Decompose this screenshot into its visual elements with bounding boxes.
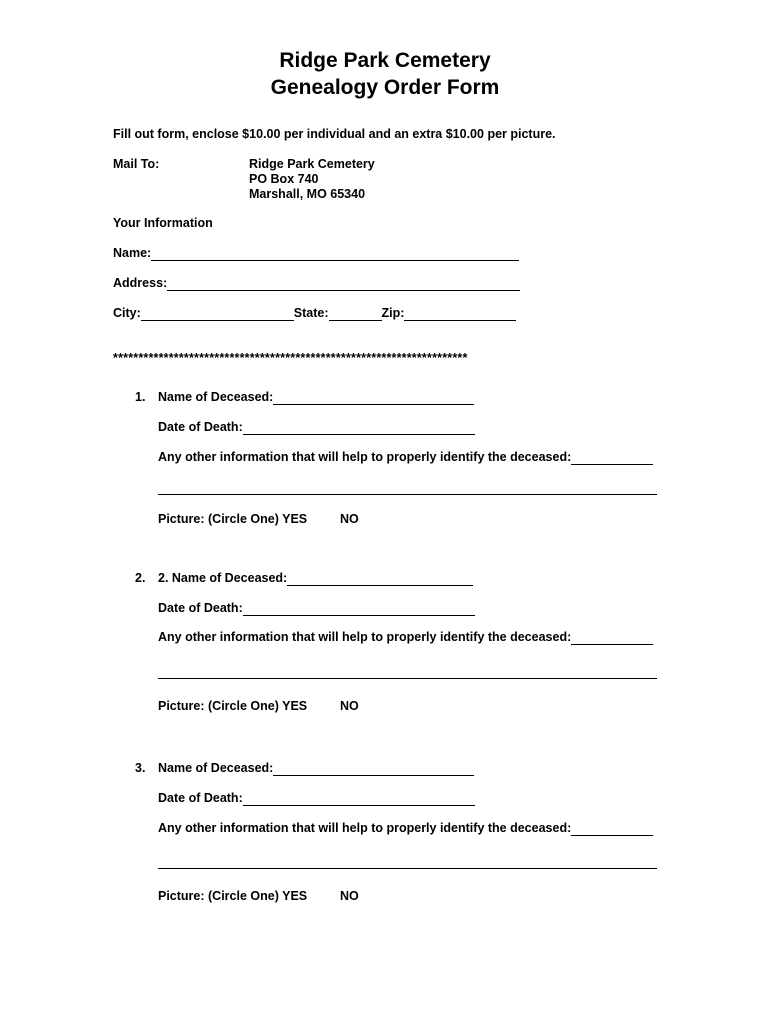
entry-1-picture-no: NO — [340, 512, 359, 526]
zip-label: Zip: — [381, 306, 405, 320]
mail-to-line1: Ridge Park Cemetery — [249, 157, 375, 171]
deceased-name-input-line[interactable] — [273, 393, 474, 405]
instructions-text: Fill out form, enclose $10.00 per individual and an extra $10.00 per picture. — [113, 127, 556, 141]
your-info-heading: Your Information — [113, 216, 213, 230]
entry-3-picture-label: Picture: (Circle One) YES — [158, 889, 308, 903]
other-info-extra-line[interactable] — [158, 868, 657, 869]
deceased-name-label: 2. Name of Deceased: — [158, 571, 288, 585]
other-info-label: Any other information that will help to properly identify the deceased: — [158, 821, 572, 835]
address-label: Address: — [113, 276, 168, 290]
address-field-row — [113, 276, 520, 291]
state-label: State: — [293, 306, 329, 320]
entry-1-name-row — [158, 390, 474, 405]
form-title-line2: Genealogy Order Form — [270, 76, 500, 99]
address-input-line[interactable] — [167, 279, 520, 291]
entry-2-date-row — [158, 601, 475, 616]
other-info-label: Any other information that will help to properly identify the deceased: — [158, 630, 572, 644]
entry-3-other-row — [158, 821, 653, 836]
entry-2-picture-label: Picture: (Circle One) YES — [158, 699, 308, 713]
other-info-extra-line[interactable] — [158, 678, 657, 679]
date-of-death-input-line[interactable] — [243, 604, 475, 616]
form-title-line1: Ridge Park Cemetery — [279, 49, 491, 72]
mail-to-line2: PO Box 740 — [249, 172, 319, 186]
date-of-death-input-line[interactable] — [243, 794, 475, 806]
state-input-line[interactable] — [329, 309, 382, 321]
mail-to-label: Mail To: — [113, 157, 160, 171]
other-info-input-line[interactable] — [571, 453, 653, 465]
other-info-input-line[interactable] — [571, 824, 653, 836]
entry-2-number: 2. — [135, 571, 146, 585]
city-label: City: — [113, 306, 141, 320]
city-state-zip-row — [113, 306, 516, 321]
entry-2-picture-no: NO — [340, 699, 359, 713]
other-info-input-line[interactable] — [571, 633, 653, 645]
entry-3-name-row — [158, 761, 474, 776]
zip-input-line[interactable] — [404, 309, 516, 321]
date-of-death-label: Date of Death: — [158, 791, 243, 805]
date-of-death-label: Date of Death: — [158, 601, 243, 615]
deceased-name-input-line[interactable] — [287, 574, 473, 586]
other-info-label: Any other information that will help to properly identify the deceased: — [158, 450, 572, 464]
other-info-extra-line[interactable] — [158, 494, 657, 495]
entry-1-number: 1. — [135, 390, 146, 404]
city-input-line[interactable] — [141, 309, 294, 321]
deceased-name-label: Name of Deceased: — [158, 761, 274, 775]
entry-3-number: 3. — [135, 761, 146, 775]
date-of-death-label: Date of Death: — [158, 420, 243, 434]
entry-2-name-row — [158, 571, 473, 586]
name-field-row — [113, 246, 519, 261]
date-of-death-input-line[interactable] — [243, 423, 475, 435]
deceased-name-input-line[interactable] — [273, 764, 474, 776]
entry-1-date-row — [158, 420, 475, 435]
name-input-line[interactable] — [151, 249, 519, 261]
name-label: Name: — [113, 246, 152, 260]
separator-stars: ********************************************************************** — [113, 351, 468, 365]
entry-3-picture-no: NO — [340, 889, 359, 903]
entry-3-date-row — [158, 791, 475, 806]
entry-1-other-row — [158, 450, 653, 465]
entry-2-other-row — [158, 630, 653, 645]
entry-1-picture-label: Picture: (Circle One) YES — [158, 512, 308, 526]
deceased-name-label: Name of Deceased: — [158, 390, 274, 404]
mail-to-line3: Marshall, MO 65340 — [249, 187, 366, 201]
